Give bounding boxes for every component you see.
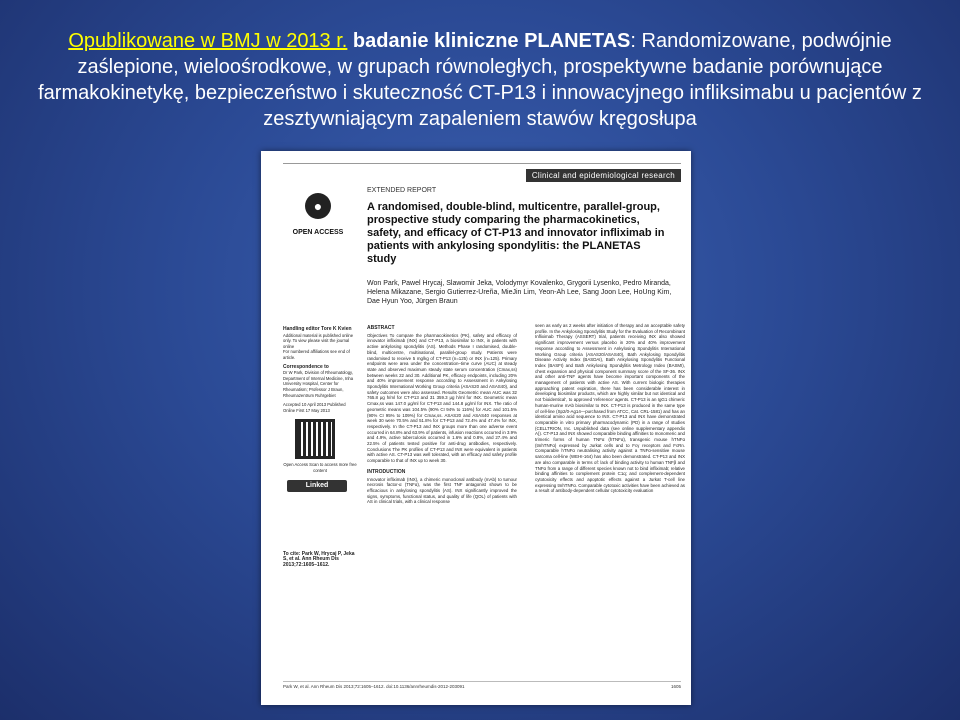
handling-editor: Handling editor Tore K Kvien — [283, 326, 352, 332]
qr-caption: Open Access Scan to access more free content — [283, 462, 357, 473]
publication-dates: Accepted 10 April 2013 Published Online First 17 May 2013 — [283, 402, 346, 413]
affiliations-note: For numbered affiliations see end of article. — [283, 349, 350, 360]
correspondence-heading: Correspondence to — [283, 363, 329, 370]
top-rule — [283, 163, 681, 164]
slide-title — [20, 28, 940, 132]
paper-image — [261, 151, 691, 705]
paper-footer — [283, 681, 681, 689]
open-access-label: OPEN ACCESS — [292, 229, 344, 236]
report-type: EXTENDED REPORT — [367, 187, 437, 194]
body-column — [535, 323, 685, 494]
supplementary-note: Additional material is published online only. To view please visit the journal online — [283, 332, 354, 349]
title-study-name: badanie kliniczne PLANETAS — [352, 30, 631, 52]
side-column — [283, 323, 357, 568]
title-description: : Randomizowane, podwójnie zaślepione, wieloośrodkowe, w grupach równoległych, prospektywne badanie porównujące farmakokinetykę, bezpieczeństwo i skuteczność CT-P13 i innowacyjnego infliksimabu u pacjentów z zesztywniającym zapaleniem stawów kręgosłupa — [38, 30, 922, 130]
footer-citation: Park W, et al. Ann Rheum Dis 2013;72:1605–1612. doi:10.1136/annrheumdis-2012-203091 — [283, 684, 465, 689]
title-link[interactable]: Opublikowane w BMJ w 2013 r. — [68, 30, 348, 52]
cite-text: To cite: Park W, Hrycaj P, Jeka S, et al. Ann Rheum Dis 2013;72:1605–1612. — [283, 550, 355, 568]
page-number: 1605 — [670, 684, 681, 689]
linked-logo: Linked — [287, 480, 347, 492]
abstract-text: Objectives To compare the pharmacokinetics (PK), safety and efficacy of innovator infliximab (INX) and CT-P13, a biosimilar to INX, in patients with active ankylosing spondylitis (AS). Methods Phase I randomised, double-blind, multicentre, multinational, parallel-group study. Patients were randomised to receive 5 mg/kg of CT-P13 (n=125) or INX (n=125). Primary endpoints were area under the concentration–time curve (AUC) at steady state and observed maximum steady state serum concentration (Cmax,ss) between weeks 22 and 30. Additional PK, efficacy endpoints, including 20% and 40% improvement response according to Assessment in Ankylosing Spondylitis International Working Group criteria (ASAS20 and ASAS40), and safety outcomes were also assessed. Results Geometric mean AUC was 32 765.8 μg h/ml for CT-P13 and 31 359.3 μg h/ml for INX. Geometric mean Cmax,ss was 147.0 μg/ml for CT-P13 and 144.8 μg/ml for INX. The ratio of geometric means was 104.5% (90% CI 94% to 116%) for AUC and 101.5% (90% CI 95% to 109%) for Cmax,ss. ASAS20 and ASAS40 responses at week 30 were 70.5% and 51.8% for CT-P13 and 72.4% and 47.4% for INX, respectively. In the CT-P13 and INX groups more than one adverse event occurred in 64.8% and 63.9% of patients, infusion reactions occurred in 3.9% and 4.9%, active tuberculosis occurred in 1.6% and 0.8%, and 27.4% and 22.5% of patients tested positive for anti-drug antibodies, respectively. Conclusions The PK profiles of CT-P13 and INX were equivalent in patients with active AS. CT-P13 was well tolerated, with an efficacy and safety profile comparable to that of INX up to week 30. — [367, 332, 517, 464]
abstract-column — [367, 323, 517, 505]
open-access-badge — [283, 193, 353, 239]
introduction-text: Innovator infliximab (INX), a chimeric monoclonal antibody (mAb) to tumour necrosis factor-α (TNFα), was the first TNF antagonist shown to be efficacious in ankylosing spondylitis (AS). INX significantly improved the signs, symptoms, functional status, and quality of life (QOL) of patients with AS in clinical trials, with a clinical response — [367, 476, 517, 505]
abstract-heading: ABSTRACT — [367, 325, 395, 331]
body-text: seen as early as 2 weeks after initiation of therapy and an acceptable safety profile. In the Ankylosing Spondylitis Study for the Evaluation of Recombinant Infliximab Therapy (ASSERT) trial, patients receiving INX also showed significant improvement versus placebo in 20% and 40% improvement response according to Assessment in Ankylosing Spondylitis International Working Group criteria (ASAS20/ASAS40), Bath Ankylosing Spondylitis Disease Activity Index (BASDAI), Bath Ankylosing Spondylitis Functional Index (BASFI) and Bath Ankylosing Spondylitis Metrology Index (BASMI), chest expansion and physical component summary score of the SF-36. INX and other anti-TNF agents have become important components of the management of patients with active AS. With current biologic therapies approaching patent expiration, there has been considerable interest in developing biosimilar products, which are highly similar but not identical and not 'bioidentical', to approved 'reference' agents. CT-P13 is an IgG1 chimeric human-murine mAb biosimilar to INX. CT-P13 is produced in the same type of cell-line (Sp2/0-Ag14—purchased from ATCC, Cat. CRL-1581) and has an identical amino acid sequence to INX. CT-P13 and INX have demonstrated comparable in vitro primary pharmacodynamic (PD) in a range of studies (CELLTRION, Inc. Unpublished data (see online supplementary appendix A)). CT-P13 and INX showed comparable binding affinities to monomeric and trimeric forms of human TNFα (hTNFα), transgenic mouse hTNFα (tmhTNFα) expressed by Jurkat cells and to Fcγ receptors and FcRn. Comparable hTNFα neutralising activity against a TNFα-sensitive mouse sarcoma cell-line (WEHI-164) has also been demonstrated. CT-P13 and INX are also comparable in terms of: lack of binding activity to human TNFβ and TNFα from a range of different species known not to bind infliximab; relative binding affinities to complement protein C1q; and complement-dependent cytotoxicity effects and apoptotic effects against a Jurkat T-cell line expressing tmhTNFα. Comparable cytotoxic activities have been achieved as a result of antibody-dependent cellular cytotoxicity evaluation — [535, 323, 685, 494]
introduction-heading: INTRODUCTION — [367, 468, 406, 475]
paper-title: A randomised, double-blind, multicentre, parallel-group, prospective study comparing the pharmacokinetics, safety, and efficacy of CT-P13 and innovator infliximab in patients with ankylosing spondylitis: the PLANETAS study — [367, 201, 665, 265]
journal-section-tag: Clinical and epidemiological research — [526, 169, 681, 182]
qr-code — [295, 419, 335, 459]
paper-authors: Won Park, Pawel Hrycaj, Slawomir Jeka, Volodymyr Kovalenko, Grygorii Lysenko, Pedro Miranda, Helena Mikazane, Sergio Gutierrez-Ureña, MieJin Lim, Yeon-Ah Lee, Sang Joon Lee, HoUng Kim, Dae Hyun Yoo, Jürgen Braun — [367, 280, 672, 305]
open-access-icon: ● — [305, 193, 331, 219]
correspondence-text: Dr W Park, Division of Rheumatology, Department of Internal Medicine, Inha University Hospital, Center for Rheumatism; Professor J Braun, Rheumazentrum Ruhrgebiet — [283, 370, 354, 398]
